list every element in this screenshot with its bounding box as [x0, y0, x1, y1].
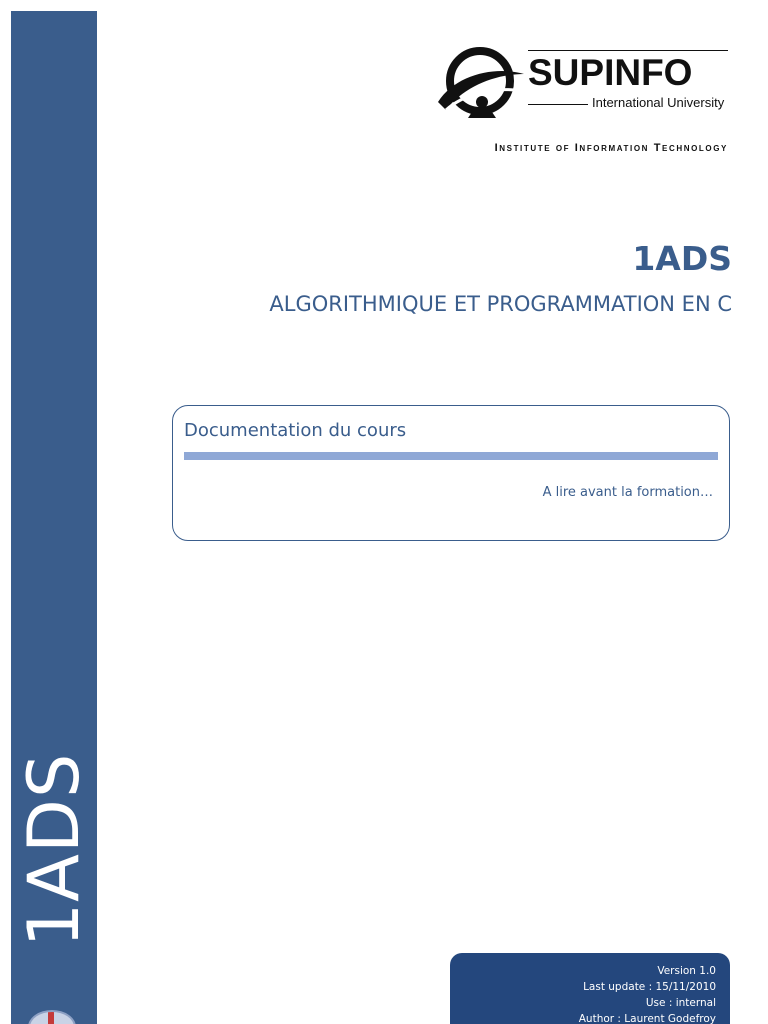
box-divider-bar: [184, 452, 718, 460]
info-panel: [450, 953, 730, 1024]
documentation-box: [172, 405, 730, 541]
use-text: Use : internal: [645, 997, 716, 1009]
supinfo-emblem-icon: [436, 44, 528, 122]
course-code: 1ADS: [632, 239, 732, 278]
institute-label: Institute of Information Technology: [494, 142, 728, 154]
logo-rule-top: [528, 50, 728, 51]
side-label: 1ADS: [13, 752, 95, 948]
logo-rule: [528, 104, 588, 105]
box-title: Documentation du cours: [184, 420, 407, 441]
info-lines: [579, 963, 716, 1024]
flag-stripe: [48, 1012, 54, 1024]
course-title: ALGORITHMIQUE ET PROGRAMMATION EN C: [269, 292, 732, 316]
logo-wordmark: SUPINFO: [528, 52, 693, 93]
supinfo-logo: [436, 44, 732, 122]
version-text: Version 1.0: [657, 965, 716, 977]
author-text: Author : Laurent Godefroy: [578, 1013, 716, 1024]
last-update-text: Last update : 15/11/2010: [583, 981, 716, 993]
logo-tagline: International University: [592, 95, 725, 110]
box-subtitle: A lire avant la formation…: [542, 485, 713, 500]
